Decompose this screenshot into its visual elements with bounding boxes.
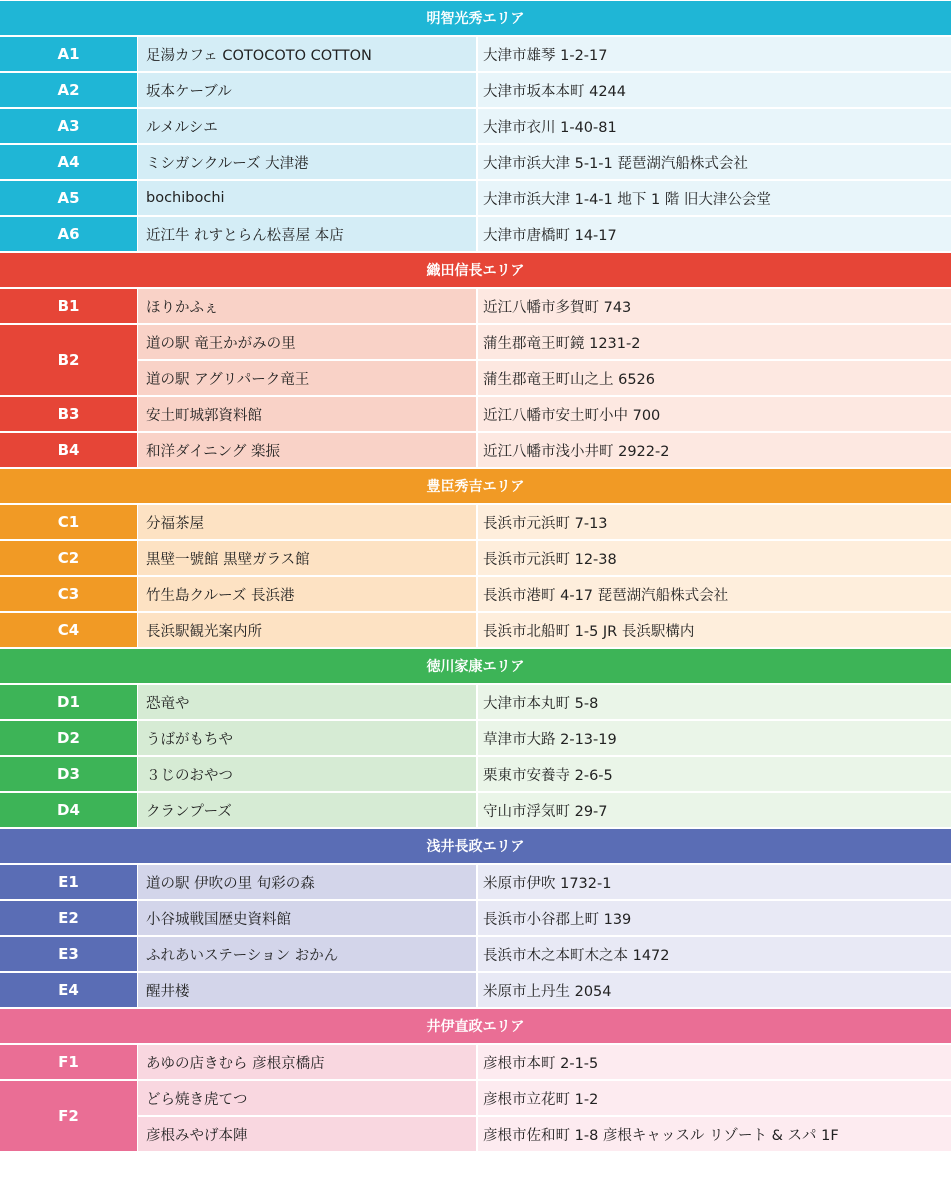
shop-group (0, 505, 951, 539)
table-row (138, 685, 951, 719)
shop-address: 近江八幡市安土町小中 700 (478, 397, 951, 431)
shop-group (0, 865, 951, 899)
shop-name: 安土町城郭資料館 (138, 397, 476, 431)
table-row (138, 793, 951, 827)
shop-address: 米原市伊吹 1732-1 (478, 865, 951, 899)
shop-address: 蒲生郡竜王町鏡 1231-2 (478, 325, 951, 359)
shop-code: A5 (0, 181, 137, 215)
table-row (138, 37, 951, 71)
shop-name: 和洋ダイニング 楽振 (138, 433, 476, 467)
shop-group (0, 217, 951, 251)
shop-address: 長浜市北船町 1-5 JR 長浜駅構内 (478, 613, 951, 647)
shop-code: E2 (0, 901, 137, 935)
table-row (138, 433, 951, 467)
area-section (0, 1009, 951, 1153)
shop-address: 大津市坂本本町 4244 (478, 73, 951, 107)
table-row (138, 289, 951, 323)
shop-name: 醒井楼 (138, 973, 476, 1007)
shop-group (0, 181, 951, 215)
shop-name: あゆの店きむら 彦根京橋店 (138, 1045, 476, 1079)
shop-name: 竹生島クルーズ 長浜港 (138, 577, 476, 611)
table-row (138, 505, 951, 539)
shop-name: ルメルシエ (138, 109, 476, 143)
table-row (138, 757, 951, 791)
shop-name: ふれあいステーション おかん (138, 937, 476, 971)
area-header: 織田信長エリア (0, 253, 951, 287)
shop-group (0, 793, 951, 827)
shop-code: A2 (0, 73, 137, 107)
shop-address: 大津市浜大津 5-1-1 琵琶湖汽船株式会社 (478, 145, 951, 179)
area-header: 浅井長政エリア (0, 829, 951, 863)
area-section (0, 1, 951, 253)
shop-address: 大津市本丸町 5-8 (478, 685, 951, 719)
area-header: 豊臣秀吉エリア (0, 469, 951, 503)
shop-group (0, 109, 951, 143)
shop-code: C4 (0, 613, 137, 647)
shop-name: 彦根みやげ本陣 (138, 1117, 476, 1151)
shop-code: B3 (0, 397, 137, 431)
shop-group (0, 37, 951, 71)
shop-address: 草津市大路 2-13-19 (478, 721, 951, 755)
shop-address: 栗東市安養寺 2-6-5 (478, 757, 951, 791)
shop-group (0, 613, 951, 647)
area-header: 井伊直政エリア (0, 1009, 951, 1043)
table-row (138, 325, 951, 359)
shop-address: 守山市浮気町 29-7 (478, 793, 951, 827)
shop-group (0, 1045, 951, 1079)
table-row (138, 1081, 951, 1115)
shop-group (0, 433, 951, 467)
shop-group (0, 397, 951, 431)
shop-group (0, 541, 951, 575)
shop-code: F2 (0, 1081, 137, 1151)
shop-name: 長浜駅観光案内所 (138, 613, 476, 647)
area-section (0, 469, 951, 649)
area-section (0, 829, 951, 1009)
table-row (138, 865, 951, 899)
shop-name: ３じのおやつ (138, 757, 476, 791)
table-row (138, 1117, 951, 1151)
table-row (138, 181, 951, 215)
shop-address: 長浜市木之本町木之本 1472 (478, 937, 951, 971)
shop-name: 道の駅 竜王かがみの里 (138, 325, 476, 359)
shop-group (0, 73, 951, 107)
table-row (138, 721, 951, 755)
shop-address: 米原市上丹生 2054 (478, 973, 951, 1007)
shop-name: 分福茶屋 (138, 505, 476, 539)
shop-group (0, 325, 951, 395)
shop-name: 近江牛 れすとらん松喜屋 本店 (138, 217, 476, 251)
shop-code: D4 (0, 793, 137, 827)
shop-address: 大津市唐橋町 14-17 (478, 217, 951, 251)
shop-code: B4 (0, 433, 137, 467)
shop-code: D2 (0, 721, 137, 755)
shop-code: D3 (0, 757, 137, 791)
shop-address: 長浜市小谷郡上町 139 (478, 901, 951, 935)
shop-name: 坂本ケーブル (138, 73, 476, 107)
shop-group (0, 937, 951, 971)
table-row (138, 577, 951, 611)
table-row (138, 397, 951, 431)
shop-name: ほりかふぇ (138, 289, 476, 323)
table-row (138, 901, 951, 935)
shop-code: C3 (0, 577, 137, 611)
shop-code: D1 (0, 685, 137, 719)
shop-group (0, 577, 951, 611)
shop-address: 近江八幡市多賀町 743 (478, 289, 951, 323)
shop-address: 蒲生郡竜王町山之上 6526 (478, 361, 951, 395)
shop-name: 恐竜や (138, 685, 476, 719)
shop-code: A6 (0, 217, 137, 251)
shop-name: 道の駅 アグリパーク竜王 (138, 361, 476, 395)
shop-address: 長浜市元浜町 12-38 (478, 541, 951, 575)
shop-code: E4 (0, 973, 137, 1007)
shop-code: C2 (0, 541, 137, 575)
area-section (0, 253, 951, 469)
shop-code: B1 (0, 289, 137, 323)
shop-name: bochibochi (138, 181, 476, 215)
area-section (0, 649, 951, 829)
shop-address: 彦根市立花町 1-2 (478, 1081, 951, 1115)
table-row (138, 145, 951, 179)
shop-group (0, 145, 951, 179)
table-row (138, 1045, 951, 1079)
shop-group (0, 901, 951, 935)
shop-name: うばがもちや (138, 721, 476, 755)
table-row (138, 109, 951, 143)
shop-address: 彦根市本町 2-1-5 (478, 1045, 951, 1079)
shop-group (0, 721, 951, 755)
table-row (138, 217, 951, 251)
shop-address: 近江八幡市浅小井町 2922-2 (478, 433, 951, 467)
shop-group (0, 1081, 951, 1151)
table-row (138, 973, 951, 1007)
shop-group (0, 757, 951, 791)
shop-code: F1 (0, 1045, 137, 1079)
shop-address: 長浜市港町 4-17 琵琶湖汽船株式会社 (478, 577, 951, 611)
shop-code: A3 (0, 109, 137, 143)
shop-code: E1 (0, 865, 137, 899)
shop-code: A1 (0, 37, 137, 71)
table-row (138, 613, 951, 647)
shop-name: 小谷城戦国歴史資料館 (138, 901, 476, 935)
shop-name: クランプーズ (138, 793, 476, 827)
shop-group (0, 289, 951, 323)
shop-address: 大津市浜大津 1-4-1 地下 1 階 旧大津公会堂 (478, 181, 951, 215)
shop-name: 足湯カフェ COTOCOTO COTTON (138, 37, 476, 71)
table-row (138, 73, 951, 107)
shop-group (0, 973, 951, 1007)
shop-code: C1 (0, 505, 137, 539)
shop-group (0, 685, 951, 719)
shop-name: 道の駅 伊吹の里 旬彩の森 (138, 865, 476, 899)
shop-name: どら焼き虎てつ (138, 1081, 476, 1115)
shop-address: 彦根市佐和町 1-8 彦根キャッスル リゾート & スパ 1F (478, 1117, 951, 1151)
table-row (138, 541, 951, 575)
shop-code: B2 (0, 325, 137, 395)
table-row (138, 361, 951, 395)
shop-code: A4 (0, 145, 137, 179)
shop-address: 大津市衣川 1-40-81 (478, 109, 951, 143)
area-header: 徳川家康エリア (0, 649, 951, 683)
shop-address: 大津市雄琴 1-2-17 (478, 37, 951, 71)
table-row (138, 937, 951, 971)
shop-address: 長浜市元浜町 7-13 (478, 505, 951, 539)
area-header: 明智光秀エリア (0, 1, 951, 35)
shop-code: E3 (0, 937, 137, 971)
shop-name: ミシガンクルーズ 大津港 (138, 145, 476, 179)
shop-name: 黒壁一號館 黒壁ガラス館 (138, 541, 476, 575)
